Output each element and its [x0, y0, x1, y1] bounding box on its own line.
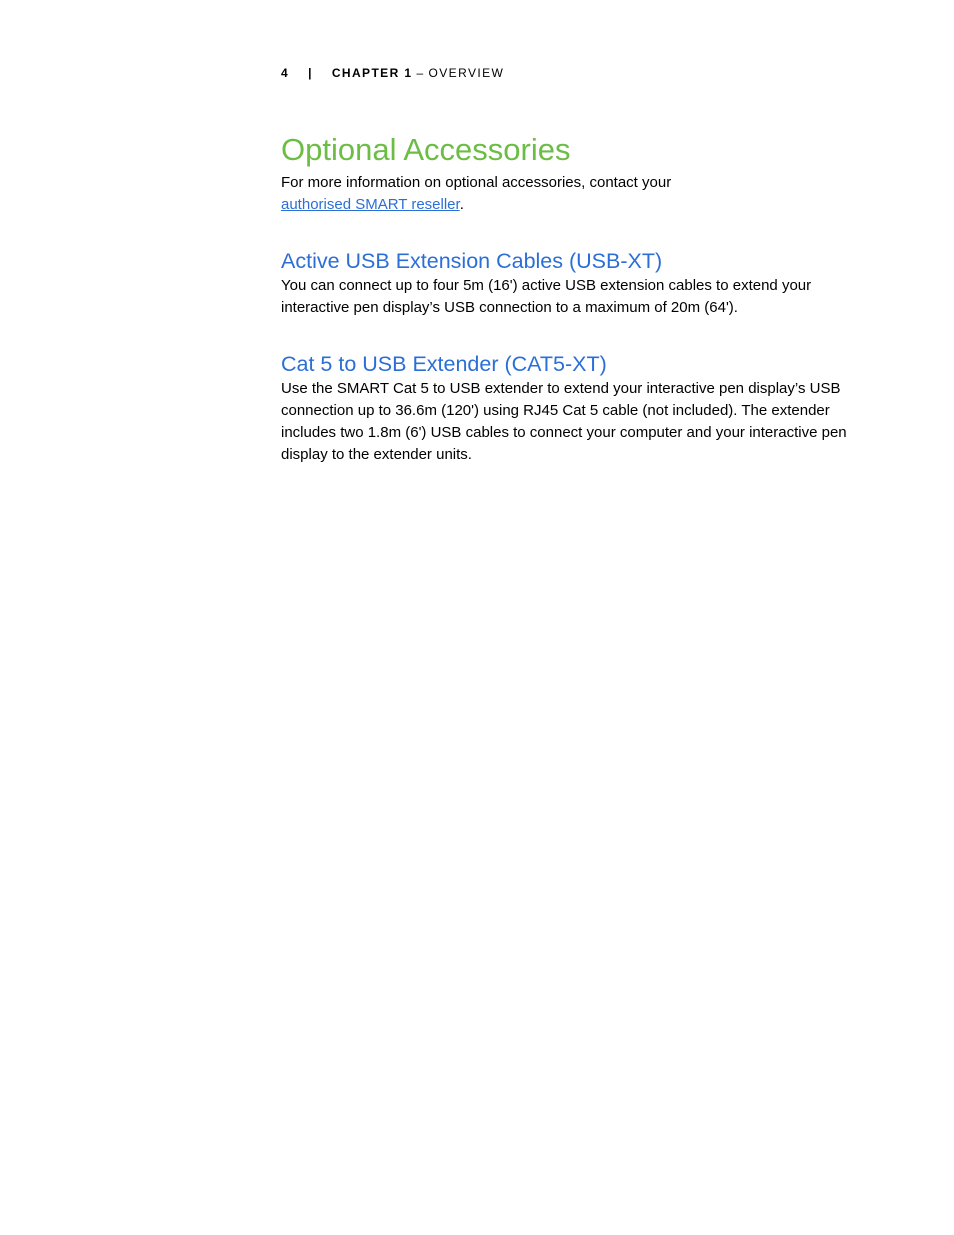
section-body: You can connect up to four 5m (16') active USB extension cables to extend your interactive pen display’s USB connection to a maximum of 20m (64').	[281, 277, 812, 316]
section-body: Use the SMART Cat 5 to USB extender to extend your interactive pen display’s USB connection up to 36.6m (120') using RJ45 Cat 5 cable (not included). The extender includes two 1.8m (6') USB cables to connect your computer and your interactive pen display to the extender units.	[281, 380, 847, 463]
intro-text: For more information on optional accessories, contact your	[281, 174, 672, 191]
intro-trailing: .	[459, 196, 464, 213]
page-content	[281, 132, 881, 466]
reseller-link[interactable]: authorised SMART reseller	[281, 196, 460, 213]
page-header	[281, 66, 504, 80]
chapter-title: OVERVIEW	[428, 66, 505, 80]
header-dash: –	[416, 66, 425, 80]
section-heading: Cat 5 to USB Extender (CAT5-XT)	[281, 352, 607, 376]
page-number: 4	[281, 66, 290, 80]
page-title: Optional Accessories	[281, 132, 571, 167]
section-usb-xt	[281, 248, 881, 319]
section-heading: Active USB Extension Cables (USB-XT)	[281, 249, 663, 273]
header-separator: |	[308, 66, 313, 80]
section-cat5-xt	[281, 351, 881, 466]
chapter-label: CHAPTER 1	[331, 66, 413, 80]
intro-paragraph	[281, 172, 881, 216]
